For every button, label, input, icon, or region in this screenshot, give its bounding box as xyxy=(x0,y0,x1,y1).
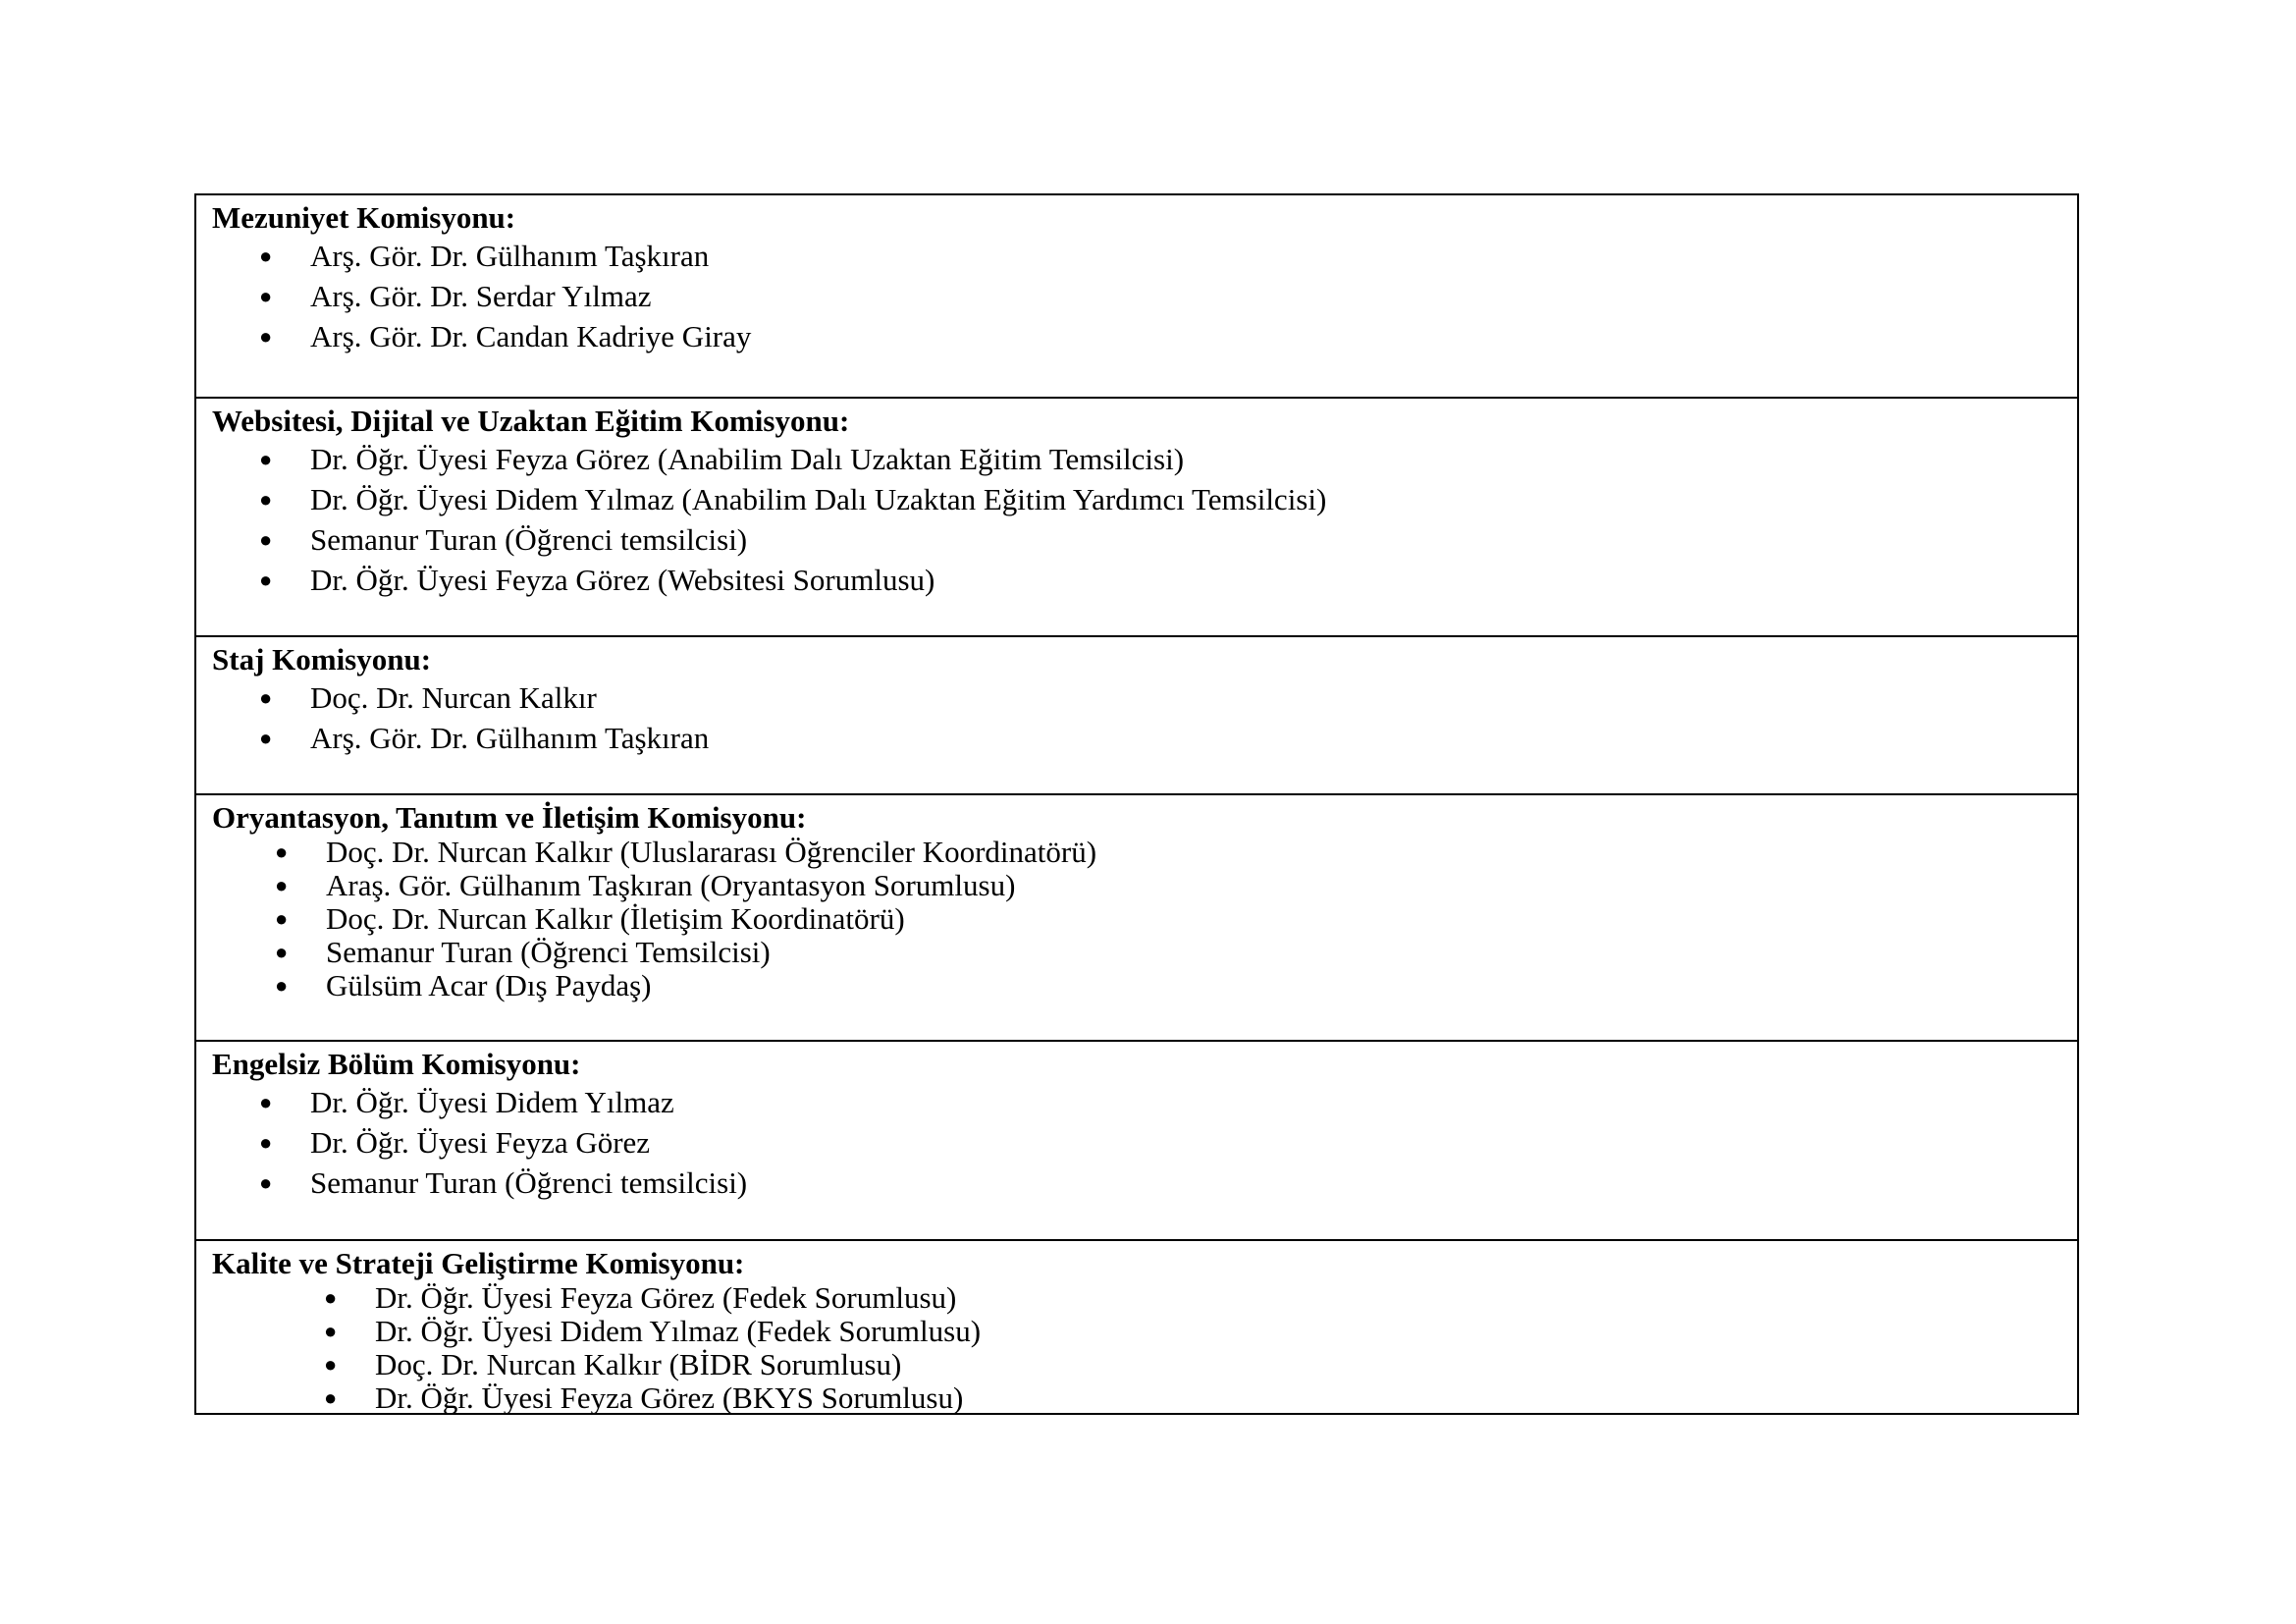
section-websitesi xyxy=(196,397,2077,635)
bullet-icon: ● xyxy=(275,873,289,897)
bullet-icon: ● xyxy=(275,906,289,931)
member-text: Dr. Öğr. Üyesi Didem Yılmaz xyxy=(310,1085,674,1119)
bullet-icon: ● xyxy=(259,1090,273,1114)
bullet-icon: ● xyxy=(275,940,289,964)
section-title: Websitesi, Dijital ve Uzaktan Eğitim Komisyonu: xyxy=(212,404,850,438)
section-title: Oryantasyon, Tanıtım ve İletişim Komisyonu: xyxy=(212,800,807,835)
list-item xyxy=(212,836,2077,869)
member-text: Semanur Turan (Öğrenci temsilcisi) xyxy=(310,1165,748,1200)
member-text: Dr. Öğr. Üyesi Didem Yılmaz (Anabilim Dalı Uzaktan Eğitim Yardımcı Temsilcisi) xyxy=(310,482,1327,516)
member-text: Dr. Öğr. Üyesi Didem Yılmaz (Fedek Sorumlusu) xyxy=(375,1314,982,1348)
bullet-icon: ● xyxy=(324,1385,338,1410)
member-text: Doç. Dr. Nurcan Kalkır (BİDR Sorumlusu) xyxy=(375,1347,902,1381)
member-list xyxy=(212,439,2077,600)
bullet-icon: ● xyxy=(259,244,273,268)
member-list xyxy=(212,236,2077,356)
member-text: Arş. Gör. Dr. Gülhanım Taşkıran xyxy=(310,239,710,273)
bullet-icon: ● xyxy=(259,726,273,750)
bullet-icon: ● xyxy=(275,973,289,998)
member-list xyxy=(212,677,2077,758)
list-item xyxy=(212,479,2077,519)
section-staj xyxy=(196,635,2077,793)
list-item xyxy=(212,1315,2077,1348)
list-item xyxy=(212,1082,2077,1122)
bullet-icon: ● xyxy=(259,324,273,349)
member-text: Gülsüm Acar (Dış Paydaş) xyxy=(326,968,652,1002)
member-list xyxy=(212,1082,2077,1203)
bullet-icon: ● xyxy=(259,447,273,471)
list-item xyxy=(212,1163,2077,1203)
bullet-icon: ● xyxy=(259,685,273,710)
member-text: Dr. Öğr. Üyesi Feyza Görez (BKYS Sorumlusu) xyxy=(375,1380,964,1415)
list-item xyxy=(212,936,2077,969)
list-item xyxy=(212,276,2077,316)
list-item xyxy=(212,902,2077,936)
member-list xyxy=(212,836,2077,1002)
list-item xyxy=(212,677,2077,718)
member-text: Doç. Dr. Nurcan Kalkır (Uluslararası Öğrenciler Koordinatörü) xyxy=(326,835,1097,869)
list-item xyxy=(212,1348,2077,1381)
member-text: Dr. Öğr. Üyesi Feyza Görez xyxy=(310,1125,651,1160)
bullet-icon: ● xyxy=(324,1285,338,1310)
list-item xyxy=(212,718,2077,758)
list-item xyxy=(212,519,2077,560)
section-title: Kalite ve Strateji Geliştirme Komisyonu: xyxy=(212,1246,745,1280)
member-text: Araş. Gör. Gülhanım Taşkıran (Oryantasyon Sorumlusu) xyxy=(326,868,1016,902)
list-item xyxy=(212,969,2077,1002)
bullet-icon: ● xyxy=(259,284,273,308)
list-item xyxy=(212,869,2077,902)
list-item xyxy=(212,1381,2077,1415)
list-item xyxy=(212,1122,2077,1163)
member-text: Doç. Dr. Nurcan Kalkır xyxy=(310,680,597,715)
section-mezuniyet xyxy=(196,195,2077,397)
list-item xyxy=(212,560,2077,600)
bullet-icon: ● xyxy=(324,1319,338,1343)
list-item xyxy=(212,316,2077,356)
section-engelsiz xyxy=(196,1040,2077,1239)
bullet-icon: ● xyxy=(324,1352,338,1377)
member-text: Arş. Gör. Dr. Gülhanım Taşkıran xyxy=(310,721,710,755)
bullet-icon: ● xyxy=(259,527,273,552)
bullet-icon: ● xyxy=(259,568,273,592)
section-title: Staj Komisyonu: xyxy=(212,642,432,677)
member-text: Semanur Turan (Öğrenci Temsilcisi) xyxy=(326,935,771,969)
member-text: Dr. Öğr. Üyesi Feyza Görez (Fedek Sorumlusu) xyxy=(375,1280,957,1315)
member-text: Dr. Öğr. Üyesi Feyza Görez (Websitesi Sorumlusu) xyxy=(310,563,935,597)
member-text: Dr. Öğr. Üyesi Feyza Görez (Anabilim Dalı Uzaktan Eğitim Temsilcisi) xyxy=(310,442,1185,476)
bullet-icon: ● xyxy=(259,1130,273,1155)
member-text: Doç. Dr. Nurcan Kalkır (İletişim Koordinatörü) xyxy=(326,901,905,936)
member-text: Arş. Gör. Dr. Candan Kadriye Giray xyxy=(310,319,752,353)
list-item xyxy=(212,439,2077,479)
member-list xyxy=(212,1281,2077,1415)
section-kalite xyxy=(196,1239,2077,1413)
bullet-icon: ● xyxy=(259,1170,273,1195)
commission-table xyxy=(194,193,2079,1415)
list-item xyxy=(212,236,2077,276)
list-item xyxy=(212,1281,2077,1315)
section-title: Mezuniyet Komisyonu: xyxy=(212,200,516,235)
bullet-icon: ● xyxy=(275,839,289,864)
bullet-icon: ● xyxy=(259,487,273,512)
section-title: Engelsiz Bölüm Komisyonu: xyxy=(212,1047,581,1081)
member-text: Arş. Gör. Dr. Serdar Yılmaz xyxy=(310,279,652,313)
member-text: Semanur Turan (Öğrenci temsilcisi) xyxy=(310,522,748,557)
section-oryantasyon xyxy=(196,793,2077,1040)
